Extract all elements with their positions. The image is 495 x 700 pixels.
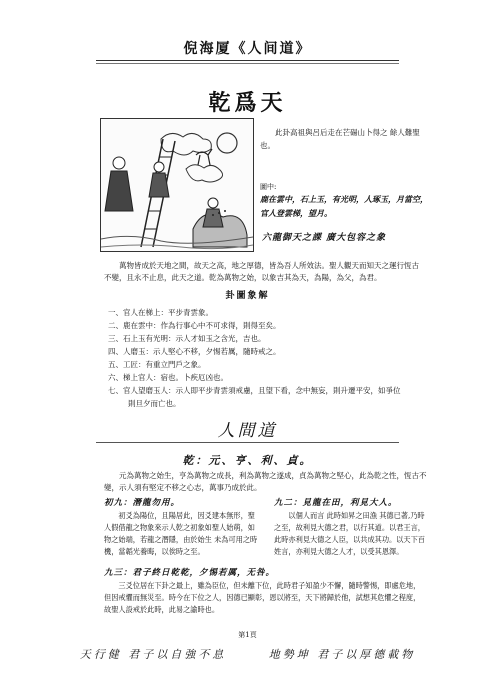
- page-number: 第1頁: [238, 631, 257, 639]
- header-divider: [96, 60, 399, 61]
- section-title-renjian: 人間道: [217, 421, 278, 441]
- page-title: 乾爲天: [208, 90, 287, 116]
- illustration-caption: 鹿在雲中，石上玉，有光明，人琢玉，月當空，官人登雲梯，望月。: [260, 194, 428, 218]
- header-title: 倪海厦《人间道》: [183, 41, 312, 57]
- list-item-continuation: 則旦夕而亡也。: [128, 399, 181, 408]
- yao3-heading: 九三：君子終日乾乾，夕惕若厲，无咎。: [104, 568, 276, 578]
- intro-paragraph: 萬物皆成於天地之間，故天之高，地之厚德，皆為吾人所效法。聖人觀天而知天之運行恆古不變，且永不止息，此天之道。乾為萬物之始，以象吉其為天，為陽，為父，為君。: [104, 261, 419, 282]
- yao1-text: 初爻為陽位，且陽居此，因爻建本無形，聖人假借龍之物象來示人乾之初象如聖人始萌，如物之始端，若龍之潛隱，由於始生 未為可用之時機，當韜光養晦，以俟時之至。: [104, 511, 258, 556]
- footer-motto-right: 地勢坤 君子以厚德載物: [268, 648, 416, 661]
- list-item: 二、鹿在雲中：作為行事心中不可求得，則得至矣。: [108, 321, 281, 330]
- illustration-caption-label: 圖中:: [260, 183, 277, 191]
- yao3-text: 三爻位居在下卦之最上，雖為臣位，但未離下位，此時君子知盈少不懈，隨時警惕，即處危地，但因戒懼而無災至。時今在下位之人，因德已顯彰，恩以將至，天下將歸於他，試想其危懼之程度，故聖人設戒於此時，此易之諭時也。: [104, 581, 421, 614]
- image-interpretation-list: [108, 306, 428, 410]
- intro-text: 此卦高祖與呂后走在芒碭山卜得之 餘人難聖也。: [260, 128, 420, 150]
- header-divider-secondary: [96, 63, 399, 64]
- list-item: 一、官人在梯上：平步青雲象。: [108, 308, 213, 317]
- list-item: 五、工匠：有重立門戶之象。: [108, 360, 206, 369]
- hexagram-judgment: 乾：元、亨、利、貞。: [182, 454, 313, 467]
- yao1-heading: 初九：潛龍勿用。: [104, 498, 181, 508]
- list-item: 三、石上玉有光明：示人才如玉之含光，吉也。: [108, 334, 266, 343]
- list-item: 七、官人望磨玉人：示人即平步青雲須戒慮，且望下看，念中無妄，則升遷平安，如爭位: [108, 386, 401, 395]
- list-item: 四、人磨玉：示人堅心不移，夕惕若厲，隨時戒之。: [108, 347, 281, 356]
- footer-motto-left: 天行健 君子以自強不息: [79, 648, 227, 661]
- woodcut-illustration-drawing: [101, 119, 253, 251]
- list-item: 六、梯上官人：宿也。卜疾厄凶也。: [108, 373, 228, 382]
- judgment-paragraph: 元為萬物之始生，亨為萬物之成長，利為萬物之遂成，貞為萬物之堅心，此為乾之性，恆古不變，示人須有堅定不移之心志，萬事乃成於此。: [104, 471, 427, 492]
- footer-motto: [0, 646, 495, 662]
- woodcut-illustration: [100, 118, 254, 252]
- yao2-text: 以個人而言 此時如昇之田漁 其德已著,乃時之至，故利見大德之君，以行其道。以君王言，此時亦利見大德之人臣，以共成其功。以天下百姓言，亦利見大德之人才，以受其恩澤。: [274, 511, 425, 556]
- hexagram-motto: 六龍御天之課 廣大包容之象: [262, 233, 387, 243]
- section-title: 卦圖象解: [225, 291, 270, 301]
- section-divider: [96, 442, 399, 443]
- yao2-heading: 九二：見龍在田，利見大人。: [274, 498, 398, 508]
